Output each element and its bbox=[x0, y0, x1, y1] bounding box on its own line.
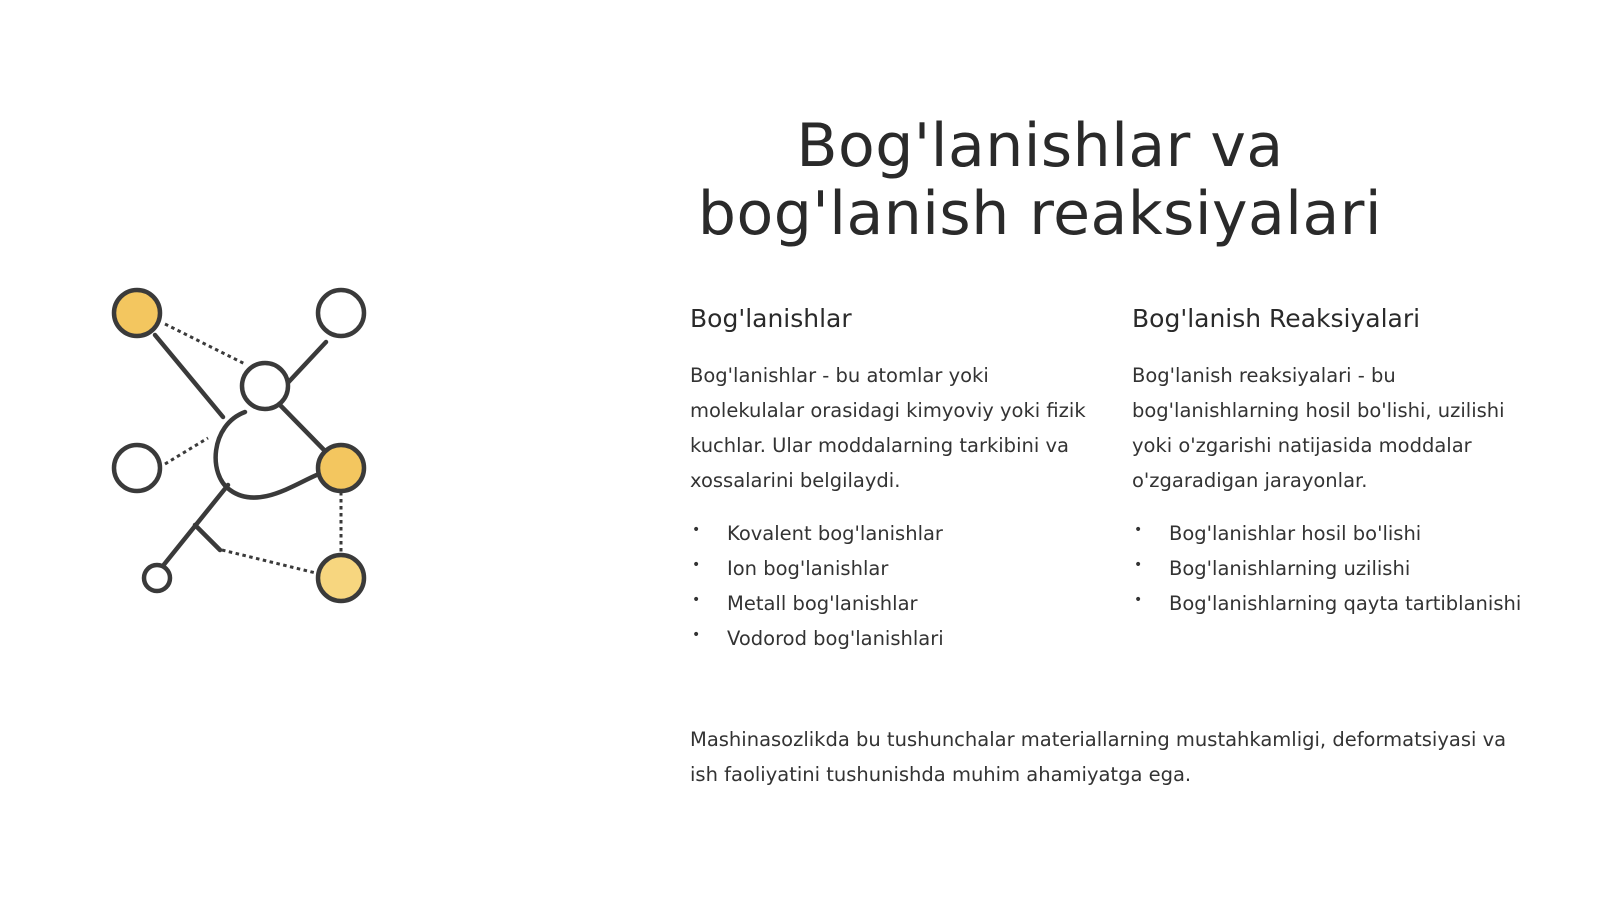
bullet-icon: • bbox=[1134, 592, 1143, 608]
bullet-list bbox=[1132, 516, 1532, 621]
list-item bbox=[1132, 586, 1532, 621]
bullet-icon: • bbox=[1134, 557, 1143, 573]
list-item-text: Bog'lanishlar hosil bo'lishi bbox=[1169, 522, 1422, 545]
bullet-list bbox=[690, 516, 1090, 656]
list-item-text: Ion bog'lanishlar bbox=[727, 557, 889, 580]
list-item bbox=[690, 551, 1090, 586]
list-item-text: Vodorod bog'lanishlari bbox=[727, 627, 944, 650]
column-description: Bog'lanishlar - bu atomlar yoki molekulalar orasidagi kimyoviy yoki fizik kuchlar. Ular moddalarning tarkibini va xossalarini belgilaydi. bbox=[690, 364, 1086, 492]
molecule-network-icon bbox=[100, 280, 390, 620]
list-item-text: Bog'lanishlarning uzilishi bbox=[1169, 557, 1411, 580]
bonds-column bbox=[690, 302, 1090, 656]
bullet-icon: • bbox=[692, 592, 701, 608]
list-item bbox=[690, 516, 1090, 551]
list-item bbox=[1132, 516, 1532, 551]
list-item bbox=[1132, 551, 1532, 586]
list-item-text: Metall bog'lanishlar bbox=[727, 592, 918, 615]
column-description: Bog'lanish reaksiyalari - bu bog'lanishlarning hosil bo'lishi, uzilishi yoki o'zgarishi natijasida moddalar o'zgaradigan jarayonlar. bbox=[1132, 364, 1505, 492]
list-item bbox=[690, 586, 1090, 621]
column-heading: Bog'lanish Reaksiyalari bbox=[1132, 304, 1421, 333]
column-heading: Bog'lanishlar bbox=[690, 304, 852, 333]
page-title: Bog'lanishlar va bog'lanish reaksiyalari bbox=[697, 111, 1383, 249]
bullet-icon: • bbox=[692, 522, 701, 538]
bond-reactions-column bbox=[1132, 302, 1532, 621]
list-item bbox=[690, 621, 1090, 656]
bullet-icon: • bbox=[692, 627, 701, 643]
bullet-icon: • bbox=[1134, 522, 1143, 538]
list-item-text: Bog'lanishlarning qayta tartiblanishi bbox=[1169, 592, 1522, 615]
bullet-icon: • bbox=[692, 557, 701, 573]
list-item-text: Kovalent bog'lanishlar bbox=[727, 522, 943, 545]
footer-text: Mashinasozlikda bu tushunchalar materiallarning mustahkamligi, deformatsiyasi va ish faoliyatini tushunishda muhim ahamiyatga ega. bbox=[690, 728, 1507, 786]
